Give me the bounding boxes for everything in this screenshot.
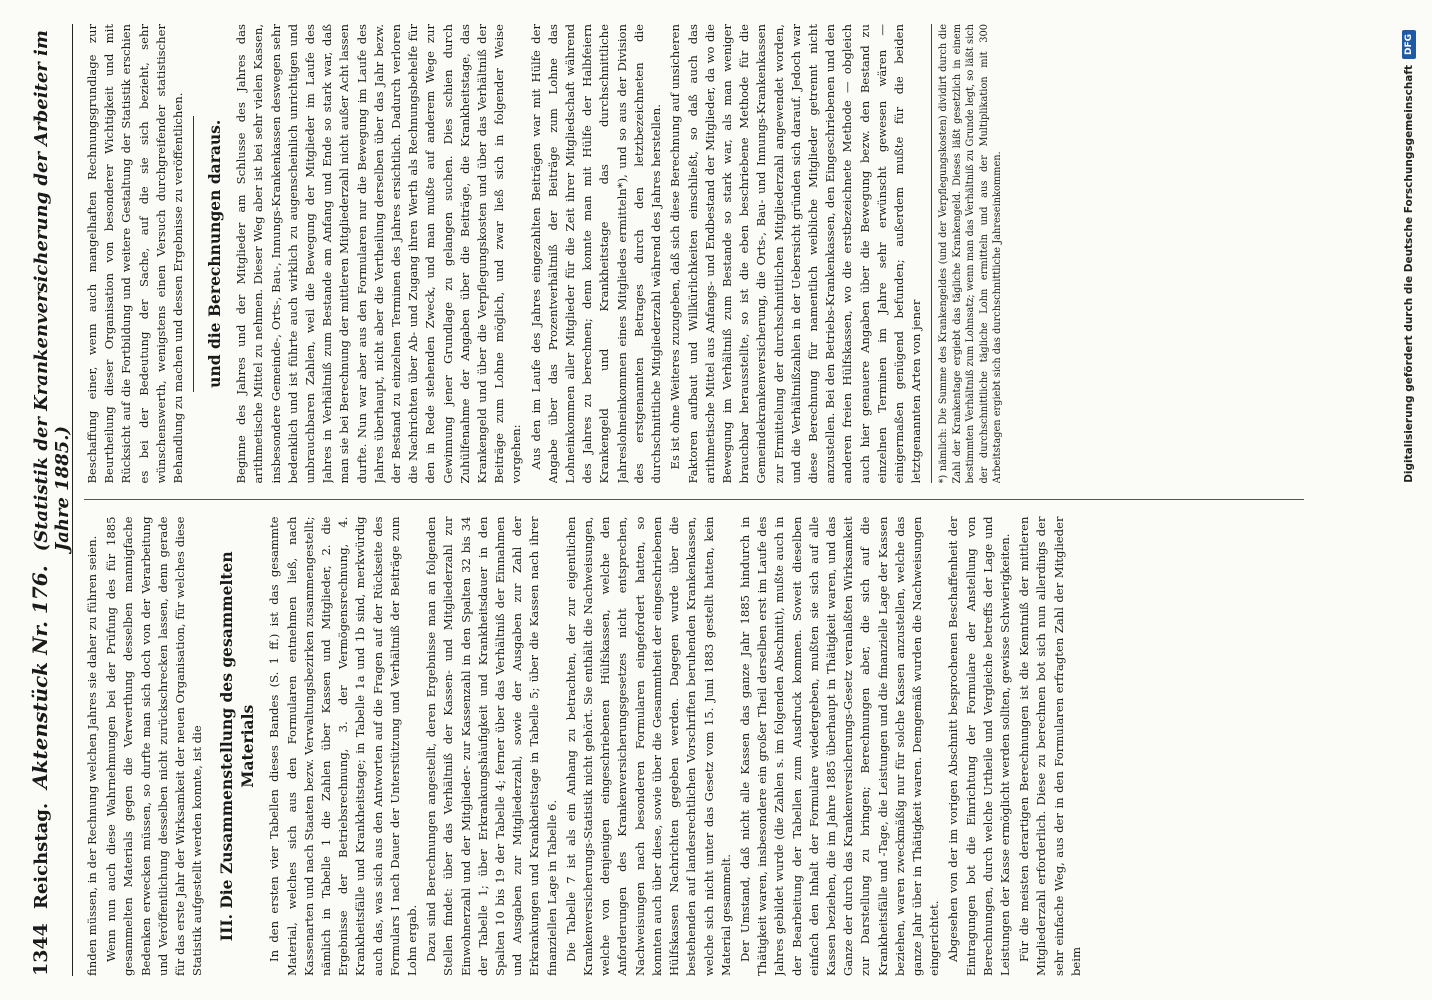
column-right: [84, 24, 1304, 484]
footer-text: Digitalisierung gefördert durch die Deutsche Forschungsgemeinschaft: [1403, 65, 1415, 483]
col1-paragraph-1: finden müssen, in der Rechnung welchen Jahres sie daher zu führen seien.: [85, 535, 99, 976]
col2-paragraph-1: Beschaffung einer, wenn auch mangelhaften Rechnungsgrundlage zur Beurtheilung dieser Organisation von besonderer Wichtigkeit und mit Rücksicht auf die Fortbildung und weitere Gestaltung der Statistik erschien es bei der Bedeutung der Sache, auf die sie sich bezieht, sehr wünschenswerth, wenigstens einen Versuch durchgreifender statistischer Behandlung zu machen und dessen Ergebnisse zu veröffentlichen.: [85, 24, 186, 484]
section-heading-part2: und die Berechnungen daraus.: [205, 119, 225, 388]
dfg-logo-icon: DFG: [1402, 30, 1416, 59]
text-columns: [84, 24, 1304, 976]
col1-paragraph-4: Dazu sind Berechnungen angestellt, deren Ergebnisse man an folgenden Stellen findet: über das Verhältniß der Kassen- und Mitgliederzahl zur Einwohnerzahl und der Mitglieder- zur Kassenzahl in den Spalten 32 bis 34 der Tabelle 1; über Erkrankungshäufigkeit und Krankheitsdauer in den Spalten 10 bis 19 der Tabelle 4; ferner über das Verhältniß der Einnahmen und Ausgaben zur Mitgliederzahl, sowie der Ausgaben zur Zahl der Erkrankungen und Krankheitstage in Tabelle 5; über die Kassen nach ihrer finanziellen Lage in Tabelle 6.: [424, 516, 559, 976]
header-title: (Statistik der Krankenversicherung der Arbeiter im Jahre 1885.): [31, 30, 73, 552]
col2-paragraph-3: Aus den im Laufe des Jahres eingezahlten Beiträgen war mit Hülfe der Angabe über das Prozentverhältniß der Beiträge zum Lohne das Lohneinkommen aller Mitglieder für die Zeit ihrer Mitgliedschaft während des Jahres zu berechnen; denn konnte man mit Hülfe der Halbfeiern Krankengeld und Krankheitstage das durchschnittliche Jahreslohneinkommen eines Mitgliedes ermitteln*), und so aus der Division des erstgenannten Betrages durch den letztbezeichneten die durchschnittliche Mitgliederzahl während des Jahres herstellen.: [528, 24, 664, 484]
col1-paragraph-5: Die Tabelle 7 ist als ein Anhang zu betrachten, der zur eigentlichen Krankenversicherungs-Statistik nicht gehört. Sie enthält die Nachweisungen, welche von denjenigen eingeschriebenen Hülfskassen, welche den Anforderungen des Krankenversicherungsgesetzes nicht entsprechen, Nachweisungen nach besonderen Formularen eingefordert hatten, so konnten auch über diese, sowie über die Gesammtheit der eingeschriebenen Hülfskassen Nachrichten gegeben werden. Dagegen wurde über die bestehenden auf landesrechtlichen Vorschriften beruhenden Krankenkassen, welche sich nicht unter das Gesetz vom 15. Juni 1883 gestellt hatten, kein Material gesammelt.: [563, 516, 733, 976]
col2-paragraph-4: Es ist ohne Weiteres zuzugeben, daß sich diese Berechnung auf unsicheren Faktoren aufbaut und Willkürlichkeiten einschließt, so daß auch das arithmetische Mittel aus Anfangs- und Endbestand der Mitglieder, da wo die Bewegung im Verhältniß zum Bestande so stark war, als man weniger brauchbar herausstellte, so ist die eben beschriebene Methode für die Gemeindekrankenversicherung, die Orts-, Bau- und Innungs-Krankenkassen zur Ermittelung der durchschnittlichen Mitgliederzahl angewendet worden, und die Verhältnißzahlen in der Uebersicht gründen sich darauf. Jedoch war diese Berechnung für namentlich weibliche Mitglieder getrennt nicht anzustellen. Bei den Betriebs-Krankenkassen, den Eingeschriebenen und den anderen freien Hülfskassen, wo die erstbezeichnete Methode — obgleich auch hier genauere Angaben über die Bewegung bezw. den Bestand zu einzelnen Terminen im Jahre sehr erwünscht gewesen wären — einigermaßen genügend befunden; außerdem mußte für die beiden letztgenannten Arten von jener: [668, 24, 924, 484]
digitization-footer: [1396, 30, 1422, 970]
col1-paragraph-2: Wenn nun auch diese Wahrnehmungen bei der Prüfung des für 1885 gesammelten Materials gegen die Verwerthung desselben mannigfache Bedenken erwecken müssen, so durfte man sich doch von der Verarbeitung und Veröffentlichung desselben nicht zurückschrecken lassen, denn gerade für das erste Jahr der Wirksamkeit der neuen Organisation, für welches diese Statistik aufgestellt werden konnte, ist die: [104, 516, 205, 976]
col1-paragraph-3: In den ersten vier Tabellen dieses Bandes (S. 1 ff.) ist das gesammte Material, welches sich aus den Formularen entnehmen ließ, nach Kassenarten und nach Staaten bezw. Verwaltungsbezirken zusammengestellt; nämlich in Tabelle 1 die Zahlen über Kassen und Mitglieder, 2. die Ergebnisse der Betriebsrechnung, 3. der Vermögensrechnung, 4. Krankheitsfälle und Krankheitstage; in Tabelle 1a und 1b sind, merkwürdig auch das, was sich aus den Antworten auf die Fragen auf der Rückseite des Formulars I nach Dauer der Unterstützung und Verhältniß der Beiträge zum Lohn ergab.: [267, 516, 420, 976]
page-number: 1344: [30, 923, 52, 976]
page-header: [28, 24, 73, 976]
section-heading-part1: III. Die Zusammenstellung des gesammelten Materials: [217, 551, 258, 942]
header-aktenstueck: Aktenstück Nr. 176.: [28, 565, 52, 789]
column-left: [84, 517, 1304, 977]
col1-paragraph-7: Abgesehen von der im vorigen Abschnitt besprochenen Beschaffenheit der Eintragungen bot die Einrichtung der Formulare der Anstellung von Berechnungen, durch welche Urtheile und Vergleiche betreffs der Lage und Leistungen der Kasse ermöglicht werden sollten, gewisse Schwierigkeiten.: [946, 516, 1012, 976]
col1-paragraph-8: Für die meisten derartigen Berechnungen ist die Kenntniß der mittleren Mitgliederzahl erforderlich. Diese zu berechnen bot sich nun allerdings der sehr einfache Weg, aus der in den Formularen erfragten Zahl der Mitglieder beim: [1017, 516, 1083, 976]
col1-paragraph-6: Der Umstand, daß nicht alle Kassen das ganze Jahr 1885 hindurch in Thätigkeit waren, insbesondere ein großer Theil derselben erst im Laufe des Jahres gebildet wurde (die Zahlen s. im folgenden Abschnitt), mußte auch in der Bearbeitung der Tabellen zum Ausdruck kommen. Soweit dieselben einfach den Inhalt der Formulare wiedergeben, mußten sie sich auf alle Kassen beziehen, die im Jahre 1885 überhaupt in Thätigkeit waren, und das Ganze der durch das Krankenversicherungs-Gesetz veranlaßten Wirksamkeit zur Darstellung zu bringen; Berechnungen aber, die sich auf die Krankheitsfälle und -Tage, die Leistungen und die finanzielle Lage der Kassen beziehen, waren zweckmäßig nur für solche Kassen anzustellen, welche das ganze Jahr über in Thätigkeit waren. Demgemäß wurden die Nachweisungen eingerichtet.: [737, 516, 942, 976]
column-divider: [84, 500, 1304, 501]
col2-paragraph-2: Beginne des Jahres und der Mitglieder am Schlusse des Jahres das arithmetische Mittel zu nehmen. Dieser Weg aber ist bei sehr vielen Kassen, insbesondere Gemeinde-, Orts-, Bau-, Innungs-Krankenkassen deswegen sehr bedenklich und ist führte auch wirklich zu augenscheinlich unrichtigen und unbrauchbaren Zahlen, weil die Bewegung der Mitglieder im Laufe des Jahres in Verhältniß zum Bestande am Anfang und Ende so stark war, daß man sie bei Berechnung der mittleren Mitgliederzahl nicht außer Acht lassen durfte. Nun war aber aus den Formularen nur die Bewegung im Laufe des Jahres überhaupt, nicht aber die Vertheilung derselben über das Jahr bezw. der Bestand zu einzelnen Terminen des Jahres ersichtlich. Dadurch verloren die Nachrichten über Ab- und Zugang ihren Werth als Rechnungsbehelfe für den in Rede stehenden Zweck, und man mußte auf anderem Wege zur Gewinnung jener Grundlage zu gelangen suchen. Dies schien durch Zuhülfenahme der Angaben über die Beiträge, die Krankheitstage, das Krankengeld und über die Verpflegungskosten und über das Verhältniß der Beiträge zum Lohne möglich, und zwar ließ sich in folgender Weise vorgehen:: [234, 24, 524, 484]
footnote: *) nämlich: Die Summe des Krankengeldes (und der Verpflegungskosten) dividirt durch die Zahl der Krankentage ergiebt das tägliche Krankengeld. Dieses läßt gesetzlich in einem bestimmten Verhältniß zum Lohnsatz; wenn man das Verhältniß zu Grunde legt, so läßt sich der durchschnittliche tägliche Lohn ermitteln und aus der Multiplikation mit 300 Arbeitstagen ergiebt sich das durchschnittliche Jahreseinkommen.: [931, 24, 1005, 484]
header-reichstag: Reichstag.: [31, 802, 52, 910]
section-rule: [193, 116, 194, 392]
